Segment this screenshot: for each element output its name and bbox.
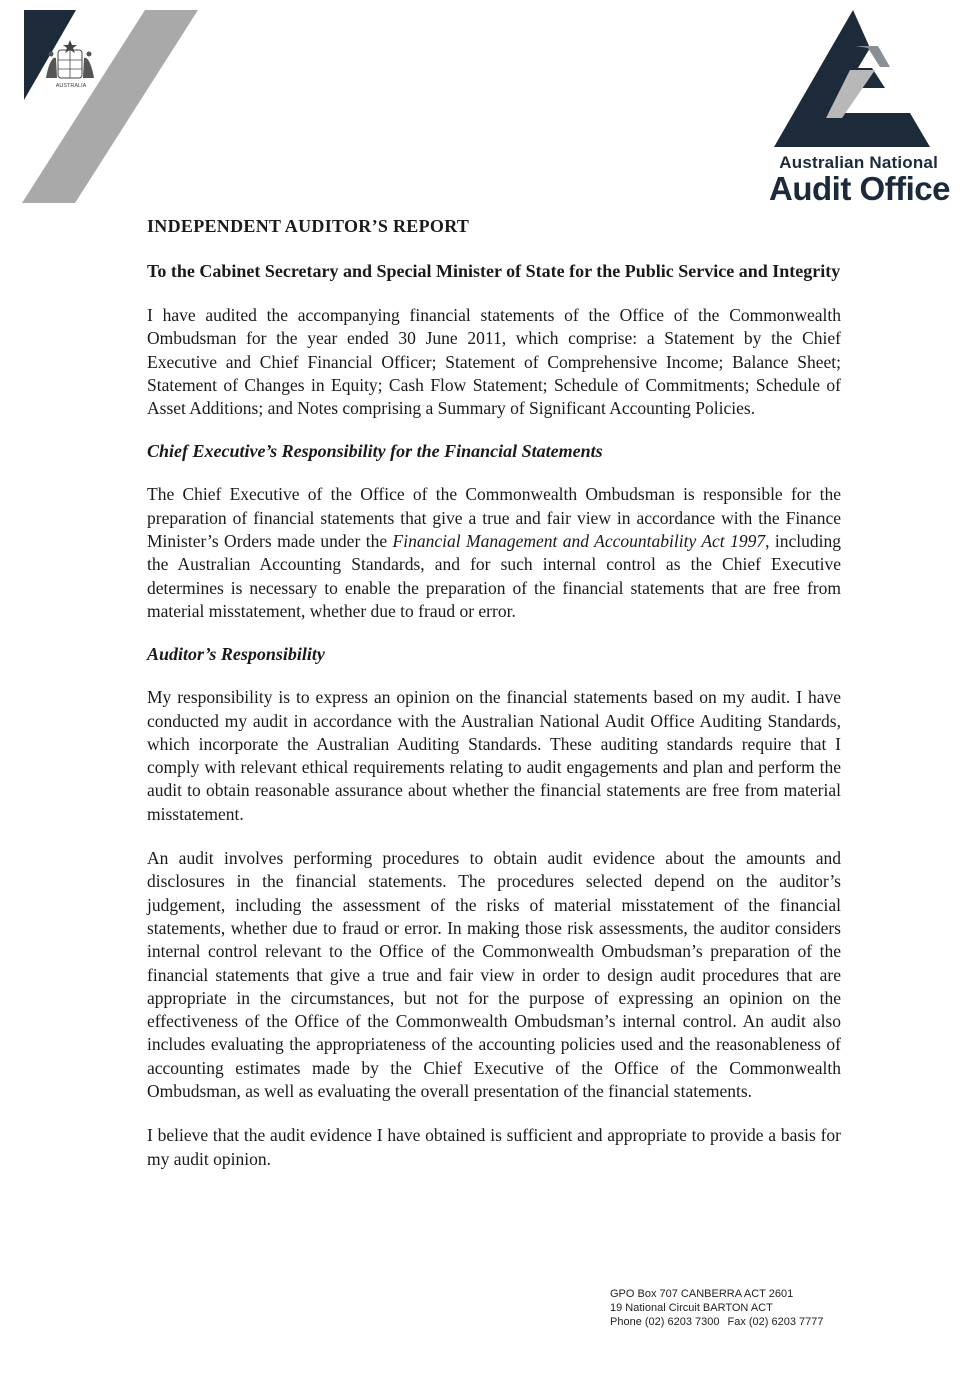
report-addressee: To the Cabinet Secretary and Special Minister of State for the Public Service and Integrity xyxy=(147,261,841,281)
footer-street-line: 19 National Circuit BARTON ACT xyxy=(610,1302,773,1314)
chief-para-part-a: The Chief Executive of the Office of the Commonwealth Ombudsman is responsible for the preparation of financial statements that give a true and fair view in accordance with the Finance Minister’s Orders made under the xyxy=(147,484,841,552)
act-title: Financial Management and Accountability Act 1997 xyxy=(392,531,766,552)
intro-paragraph: I have audited the accompanying financial statements of the Office of the Commonwealth Ombudsman for the year ended 30 June 2011, which comprise: a Statement by the Chief Executive and Chief Financial Officer; Statement of Comprehensive Income; Balance Sheet; Statement of Changes in Equity; Cash Flow Statement; Schedule of Commitments; Schedule of Asset Additions; and Notes comprising a Summary of Significant Accounting Policies. xyxy=(147,305,841,419)
chief-para-part-b: , including the Australian Accounting Standards, and for such internal control as the Chief Executive determines is necessary to enable the preparation of the financial statements that are free from material misstatement, whether due to fraud or error. xyxy=(147,531,841,621)
commonwealth-crest-band xyxy=(0,0,220,210)
auditor-paragraph-1: My responsibility is to express an opinion on the financial statements based on my audit. I have conducted my audit in accordance with the Australian National Audit Office Auditing Standards, which incorporate the Australian Auditing Standards. These auditing standards require that I comply with relevant ethical requirements relating to audit engagements and plan and perform the audit to obtain reasonable assurance about whether the financial statements are free from material misstatement. xyxy=(147,687,841,824)
chief-executive-responsibility-paragraph xyxy=(147,483,841,623)
auditor-paragraph-2: An audit involves performing procedures to obtain audit evidence about the amounts and disclosures in the financial statements. The procedures selected depend on the auditor’s judgement, including the assessment of the risks of material misstatement of the financial statements, whether due to fraud or error. In making those risk assessments, the auditor considers internal control relevant to the Office of the Commonwealth Ombudsman’s preparation of the financial statements that give a true and fair view in order to design audit procedures that are appropriate in the circumstances, but not for the purpose of expressing an opinion on the effectiveness of the Office of the Commonwealth Ombudsman’s internal control. An audit also includes evaluating the appropriateness of the accounting policies used and the reasonableness of accounting estimates made by the Chief Executive of the Office of the Commonwealth Ombudsman, as well as evaluating the overall presentation of the financial statements. xyxy=(147,848,841,1102)
footer-phone: Phone (02) 6203 7300 xyxy=(610,1316,720,1328)
auditor-paragraph-3: I believe that the audit evidence I have obtained is sufficient and appropriate to provide a basis for my audit opinion. xyxy=(147,1125,841,1169)
org-name-line2: Audit Office xyxy=(769,170,950,207)
anao-logo-icon xyxy=(760,10,950,160)
footer-fax: Fax (02) 6203 7777 xyxy=(727,1316,824,1328)
postal-address-footer xyxy=(610,1287,824,1329)
footer-contact-line xyxy=(610,1315,824,1329)
org-name-line1: Australian National xyxy=(779,153,938,172)
footer-postal-line: GPO Box 707 CANBERRA ACT 2601 xyxy=(610,1288,794,1300)
auditor-responsibility-heading: Auditor’s Responsibility xyxy=(147,644,325,665)
crest-text: AUSTRALIA xyxy=(55,83,87,89)
report-body xyxy=(147,216,841,1192)
chief-executive-responsibility-heading: Chief Executive’s Responsibility for the Financial Statements xyxy=(147,441,603,462)
report-title: INDEPENDENT AUDITOR’S REPORT xyxy=(147,216,470,236)
